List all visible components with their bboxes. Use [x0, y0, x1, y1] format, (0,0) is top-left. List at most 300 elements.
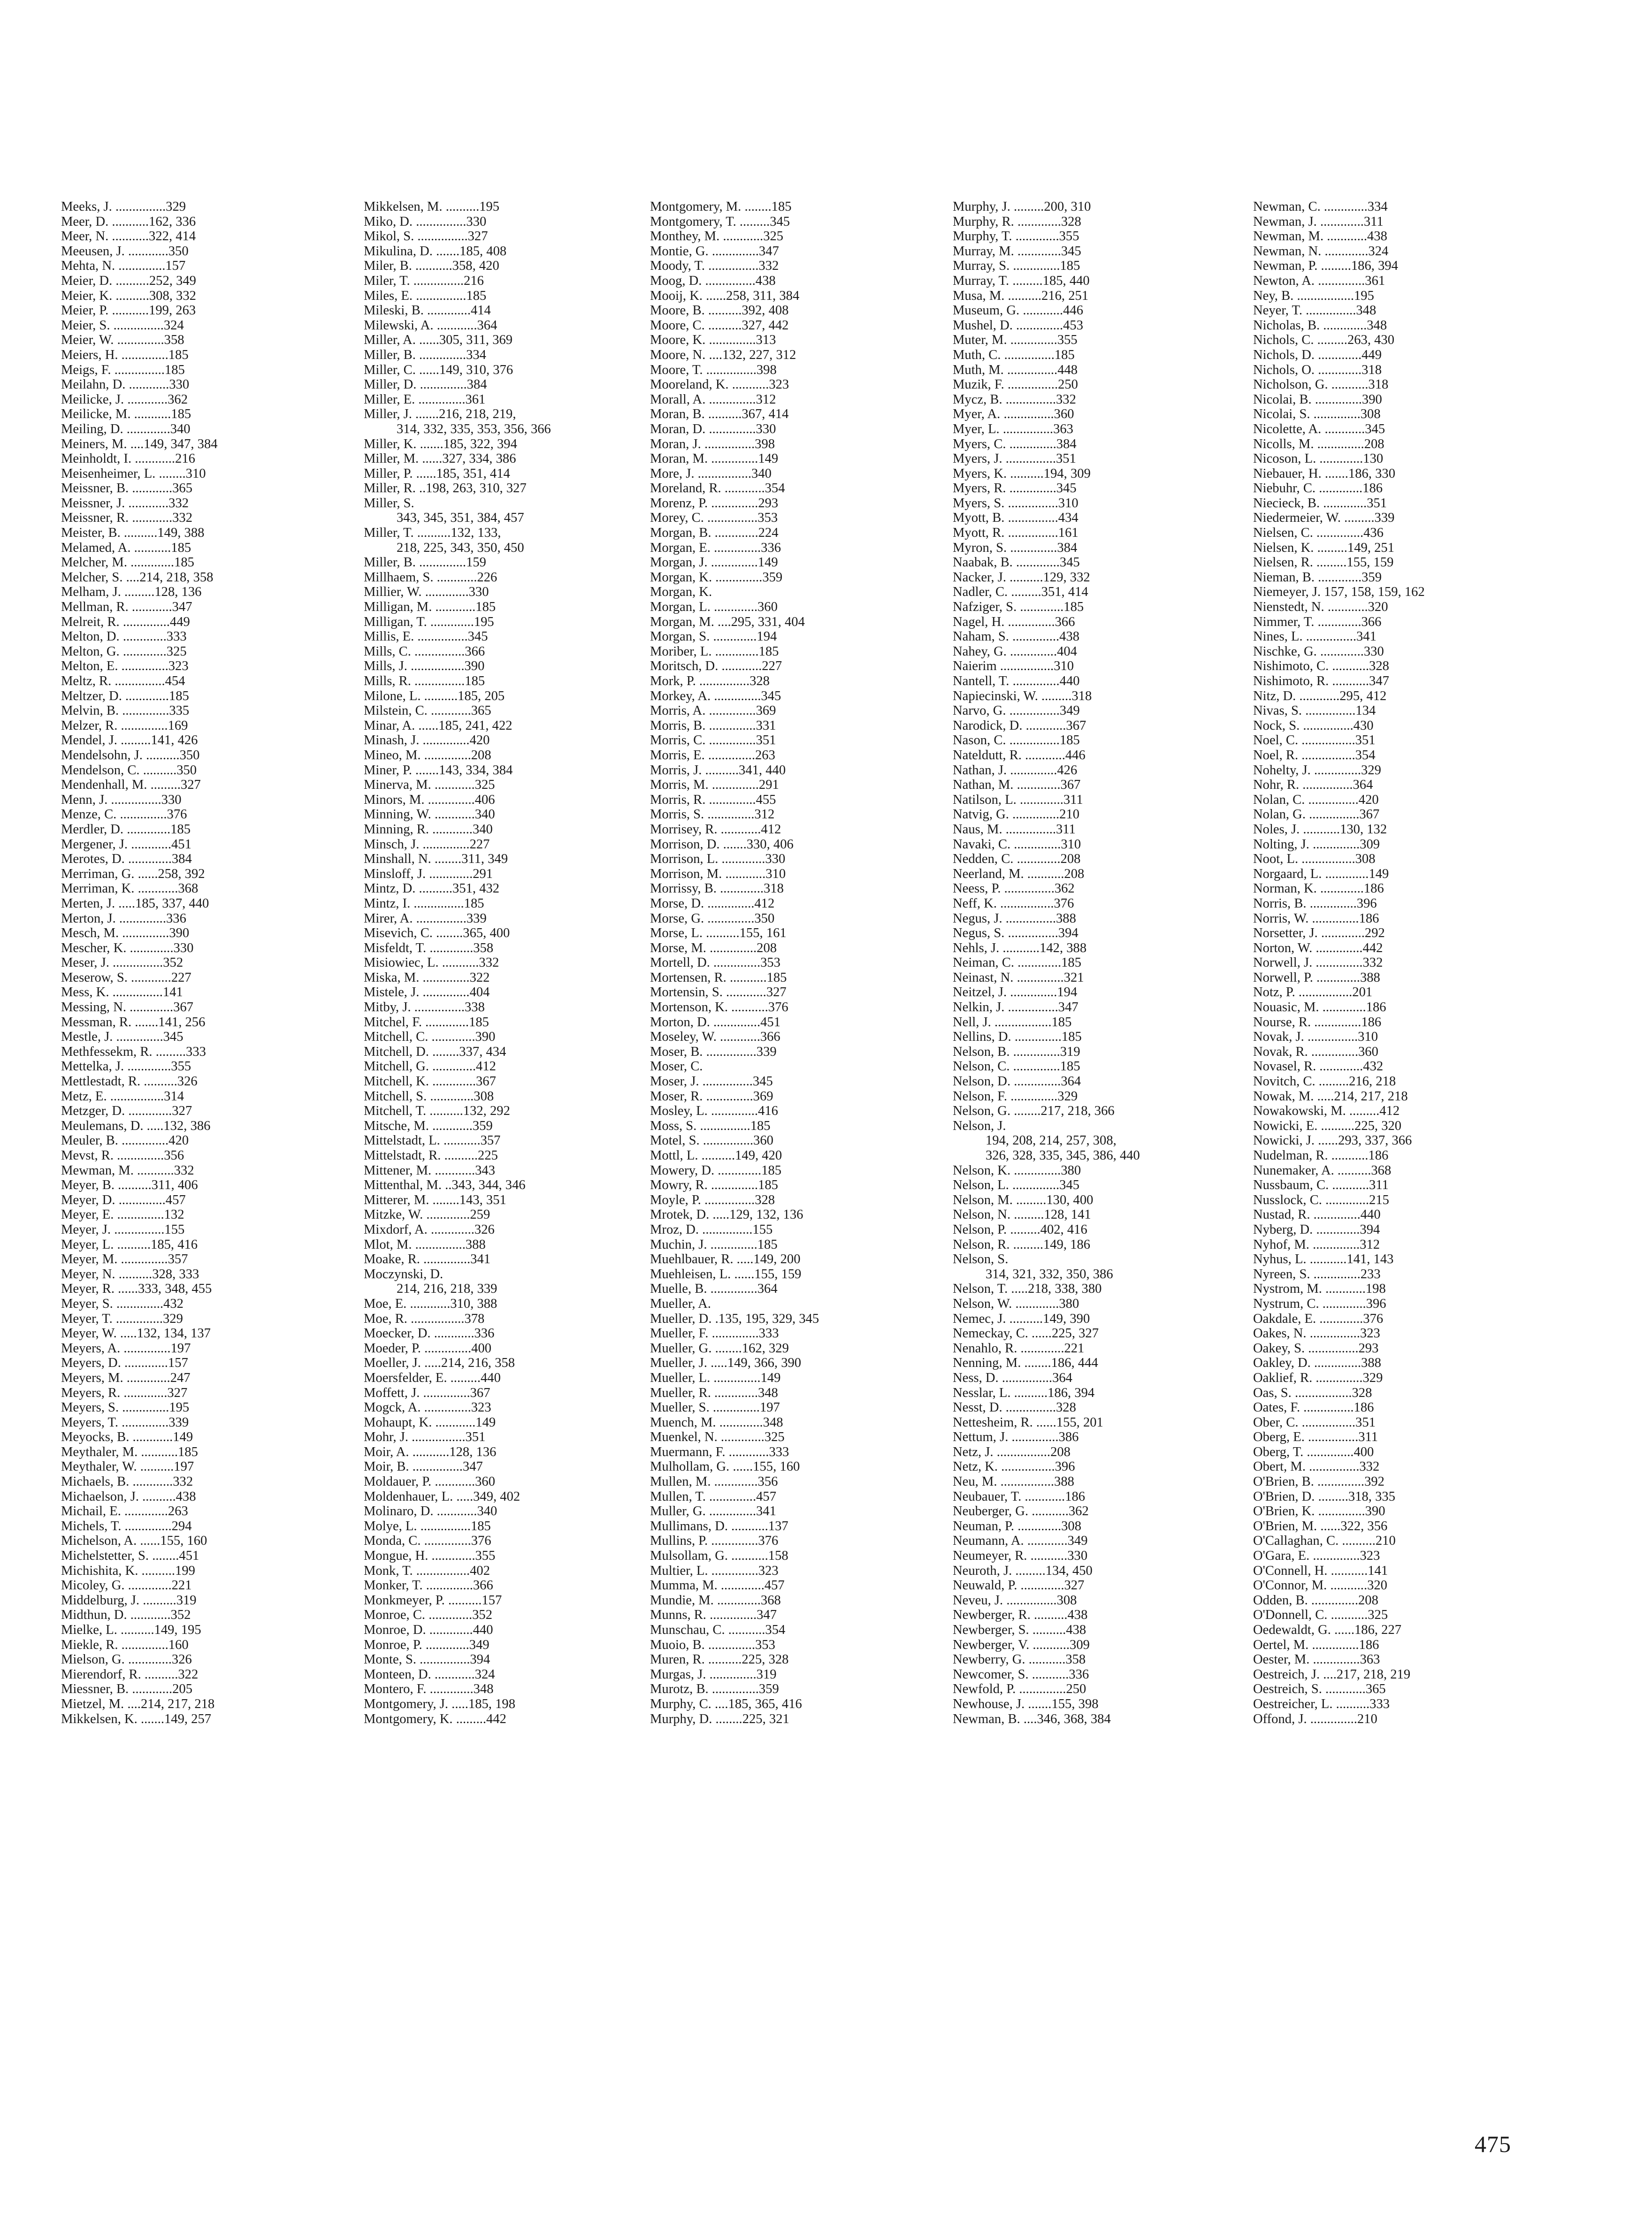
index-entry: Mohaupt, K. ............149: [364, 1415, 496, 1430]
index-entry: Morgan, M. ....295, 331, 404: [650, 614, 805, 629]
index-entry: Montie, G. ..............347: [650, 244, 779, 259]
index-entry: Mushel, D. ..............453: [953, 318, 1083, 333]
index-entry: Minash, J. ..............420: [364, 733, 490, 748]
index-entry: Merten, J. .....185, 337, 440: [61, 896, 209, 911]
index-entry: Neveu, J. ...............308: [953, 1593, 1077, 1608]
index-entry: Moir, B. ...............347: [364, 1459, 483, 1474]
index-entry: Miller, T. ..........132, 133,: [364, 526, 501, 541]
index-entry: Novitch, C. .........216, 218: [1253, 1074, 1396, 1089]
index-entry: Naus, M. ...............311: [953, 822, 1076, 837]
index-entry: Monteen, D. ............324: [364, 1667, 495, 1682]
index-entry: Michaels, B. ............332: [61, 1474, 193, 1489]
index-entry: Noel, C. ................351: [1253, 733, 1376, 748]
index-entry: Mergener, J. ............451: [61, 837, 191, 852]
index-entry: Mesch, M. ..............390: [61, 926, 190, 941]
index-entry: Mooij, K. ......258, 311, 384: [650, 288, 800, 303]
index-entry: O'Brien, D. .........318, 335: [1253, 1489, 1395, 1504]
index-entry: Nelson, N. .........128, 141: [953, 1207, 1091, 1222]
index-entry: Meyers, A. ..............197: [61, 1341, 191, 1356]
index-entry: Nesslar, L. ..........186, 394: [953, 1385, 1095, 1400]
index-entry: Nathan, M. .............367: [953, 778, 1081, 793]
index-entry: Mundie, M. .............368: [650, 1593, 781, 1608]
index-entry: O'Connor, M. ...........320: [1253, 1578, 1387, 1593]
index-entry: Meer, D. ...........162, 336: [61, 214, 196, 229]
index-entry: Mumma, M. .............457: [650, 1578, 785, 1593]
index-entry: Mueller, S. ..............197: [650, 1400, 780, 1415]
index-entry: Merriman, G. ......258, 392: [61, 866, 205, 881]
index-entry: Nichols, O. .............318: [1253, 362, 1382, 377]
index-entry: Obert, M. ...............332: [1253, 1459, 1380, 1474]
index-entry: Myers, C. ..............384: [953, 436, 1077, 451]
index-entry: 314, 321, 332, 350, 386: [986, 1267, 1113, 1282]
index-entry: Nusslock, C. .............215: [1253, 1192, 1389, 1207]
index-entry: Newman, N. .............324: [1253, 244, 1389, 259]
index-entry: Newcomer, S. ...........336: [953, 1667, 1089, 1682]
index-entry: Mycz, B. ...............332: [953, 392, 1076, 407]
index-entry: Norgaard, L. .............149: [1253, 866, 1389, 881]
index-entry: Moore, T. ...............398: [650, 362, 777, 377]
index-entry: Meer, N. ...........322, 414: [61, 229, 196, 244]
index-entry: Melzer, R. ..............169: [61, 718, 188, 733]
index-entry: Neuroth, J. .........134, 450: [953, 1563, 1093, 1578]
index-entry: Newton, A. ..............361: [1253, 273, 1385, 288]
index-entry: Meier, P. ...........199, 263: [61, 303, 196, 318]
index-column-3: [650, 199, 918, 1726]
index-entry: Negus, S. ...............394: [953, 926, 1078, 941]
index-entry: Metzger, D. .............327: [61, 1104, 192, 1119]
index-entry: Moran, B. ..........367, 414: [650, 407, 789, 422]
index-entry: Nichols, C. .........263, 430: [1253, 333, 1395, 348]
index-column-2: [364, 199, 631, 1726]
index-entry: Misfeldt, T. .............358: [364, 940, 494, 955]
index-entry: Muzik, F. ...............250: [953, 377, 1078, 392]
index-entry: Miles, E. ...............185: [364, 288, 487, 303]
index-entry: Montgomery, T. .........345: [650, 214, 790, 229]
index-entry: Morse, L. ..........155, 161: [650, 926, 787, 941]
index-entry: Nelson, T. .....218, 338, 380: [953, 1282, 1102, 1297]
index-entry: Michaelson, J. ..........438: [61, 1489, 196, 1504]
index-entry: Melton, D. .............333: [61, 629, 187, 644]
index-entry: Nicolette, A. ............345: [1253, 421, 1385, 436]
index-entry: Nines, L. ...............341: [1253, 629, 1377, 644]
index-entry: Meltz, R. ...............454: [61, 674, 185, 688]
index-entry: Moran, D. ..............330: [650, 421, 776, 436]
index-entry: Muth, C. ...............185: [953, 347, 1075, 362]
index-entry: Meyer, R. ......333, 348, 455: [61, 1282, 212, 1297]
index-entry: Negus, J. ...............388: [953, 911, 1076, 926]
index-entry: Meyer, S. ..............432: [61, 1296, 184, 1311]
index-entry: Michail, E. .............263: [61, 1504, 188, 1519]
index-entry: Mellman, R. ............347: [61, 600, 192, 615]
index-entry: Murphy, D. ........225, 321: [650, 1711, 789, 1726]
index-entry: Nelson, D. ..............364: [953, 1074, 1081, 1089]
index-entry: Murgas, J. ..............319: [650, 1667, 777, 1682]
index-entry: Monthey, M. ............325: [650, 229, 784, 244]
index-entry: Norris, B. ..............396: [1253, 896, 1377, 911]
index-entry: Melvin, B. ..............335: [61, 703, 190, 718]
index-entry: 214, 216, 218, 339: [397, 1282, 497, 1297]
index-entry: Meyers, T. ..............339: [61, 1415, 189, 1430]
index-entry: Naierim ................310: [953, 659, 1074, 674]
index-entry: Miller, B. ..............334: [364, 347, 486, 362]
index-entry: Millis, E. ...............345: [364, 629, 488, 644]
index-entry: Minning, R. ............340: [364, 822, 493, 837]
index-entry: Myott, B. ...............434: [953, 511, 1078, 526]
index-entry: Melcher, S. ....214, 218, 358: [61, 570, 214, 585]
index-entry: Morkey, A. ..............345: [650, 688, 781, 703]
index-entry: Newman, M. ............438: [1253, 229, 1387, 244]
index-entry: Oakley, D. ..............388: [1253, 1356, 1381, 1371]
index-entry: Muenkel, N. .............325: [650, 1430, 785, 1445]
index-entry: Nathan, J. ..............426: [953, 763, 1078, 778]
index-entry: Naham, S. ..............438: [953, 629, 1080, 644]
index-column-4: [953, 199, 1220, 1726]
index-entry: Nafziger, S. .............185: [953, 600, 1084, 615]
index-entry: Meiers, H. ..............185: [61, 347, 189, 362]
index-entry: Nunemaker, A. ..........368: [1253, 1163, 1392, 1178]
index-entry: Metz, E. ................314: [61, 1089, 184, 1104]
index-entry: Oakes, N. ...............323: [1253, 1326, 1380, 1341]
index-entry: Nielsen, R. .........155, 159: [1253, 555, 1394, 570]
index-entry: Newberry, G. ...........358: [953, 1652, 1086, 1667]
index-entry: Morton, D. ..............451: [650, 1015, 780, 1030]
index-entry: Myers, K. ..........194, 309: [953, 466, 1091, 481]
index-entry: Nantell, T. ..............440: [953, 674, 1080, 688]
index-entry: Misevich, C. ........365, 400: [364, 926, 510, 941]
index-entry: Noel, R. ................354: [1253, 748, 1376, 763]
index-entry: Ney, B. .................195: [1253, 288, 1374, 303]
index-entry: Morgan, J. ..............149: [650, 555, 778, 570]
index-entry: Musa, M. ..........216, 251: [953, 288, 1089, 303]
index-entry: Morrison, D. .......330, 406: [650, 837, 794, 852]
index-entry: Nateldutt, R. ............446: [953, 748, 1086, 763]
index-entry: Morgan, E. ..............336: [650, 540, 781, 555]
index-entry: Moran, J. ...............398: [650, 436, 775, 451]
index-entry: Niemeyer, J. 157, 158, 159, 162: [1253, 585, 1425, 600]
index-entry: Oestreich, J. ....217, 218, 219: [1253, 1667, 1411, 1682]
index-entry: Mooreland, K. ...........323: [650, 377, 789, 392]
index-entry: Moser, B. ...............339: [650, 1044, 777, 1059]
index-entry: Meister, B. ..........149, 388: [61, 526, 205, 541]
index-entry: Nicolai, B. ..............390: [1253, 392, 1382, 407]
index-entry: Mosley, L. ..............416: [650, 1104, 778, 1119]
index-entry: Mongue, H. .............355: [364, 1549, 496, 1564]
index-entry: Nowicki, E. ..........225, 320: [1253, 1118, 1402, 1133]
index-entry: Mitby, J. ...............338: [364, 1000, 485, 1015]
index-entry: Meiling, D. .............340: [61, 421, 191, 436]
index-entry: Monte, S. ...............394: [364, 1652, 490, 1667]
index-entry: Neinast, N. ..............321: [953, 970, 1084, 985]
index-entry: Oaklief, R. ..............329: [1253, 1370, 1383, 1385]
index-entry: Nicholson, G. ...........318: [1253, 377, 1389, 392]
index-entry: Meier, S. ...............324: [61, 318, 184, 333]
index-entry: Myer, L. ...............363: [953, 421, 1073, 436]
index-entry: Montgomery, J. .....185, 198: [364, 1696, 515, 1711]
index-entry: Milewski, A. ............364: [364, 318, 497, 333]
index-entry: Mowery, D. .............185: [650, 1163, 782, 1178]
index-entry: Murray, T. .........185, 440: [953, 273, 1090, 288]
index-entry: Oas, S. .................328: [1253, 1385, 1372, 1400]
index-entry: Moyle, P. ...............328: [650, 1192, 775, 1207]
index-entry: Morrisey, R. ............412: [650, 822, 781, 837]
index-entry: Mueller, G. ........162, 329: [650, 1341, 789, 1356]
index-entry: Muren, R. ..........225, 328: [650, 1652, 789, 1667]
index-entry: Newfold, P. ..............250: [953, 1682, 1086, 1697]
index-entry: 326, 328, 335, 345, 386, 440: [986, 1148, 1140, 1163]
index-entry: Mueller, A.: [650, 1296, 711, 1311]
index-entry: Mendenhall, M. .........327: [61, 778, 201, 793]
index-entry: Miessner, B. ............205: [61, 1682, 193, 1697]
index-entry: Nelson, K. ..............380: [953, 1163, 1081, 1178]
index-entry: Morris, A. ..............369: [650, 703, 776, 718]
index-entry: Meyer, J. ...............155: [61, 1222, 185, 1237]
index-entry: Merdler, D. .............185: [61, 822, 191, 837]
index-entry: Morris, R. ..............455: [650, 792, 776, 807]
index-entry: Miller, A. ......305, 311, 369: [364, 333, 513, 348]
index-entry: Messman, R. .......141, 256: [61, 1015, 206, 1030]
index-entry: Norsetter, J. .............292: [1253, 926, 1385, 941]
index-entry: Nemec, J. ..........149, 390: [953, 1311, 1090, 1326]
index-entry: Merotes, D. .............384: [61, 852, 192, 867]
index-entry: Natvig, G. ..............210: [953, 807, 1080, 822]
index-entry: Nystrum, C. .............396: [1253, 1296, 1386, 1311]
index-entry: Morgan, K. ..............359: [650, 570, 783, 585]
index-entry: Nell, J. .................185: [953, 1015, 1072, 1030]
index-entry: Mueller, J. .....149, 366, 390: [650, 1356, 802, 1371]
index-entry: Miler, T. ...............216: [364, 273, 484, 288]
index-entry: Moore, K. ..............313: [650, 333, 776, 348]
index-entry: Mikol, S. ...............327: [364, 229, 488, 244]
index-entry: Morgan, K.: [650, 585, 712, 600]
index-entry: Michelstetter, S. ........451: [61, 1549, 199, 1564]
index-entry: Murphy, R. .............328: [953, 214, 1081, 229]
index-entry: Mullins, P. ..............376: [650, 1534, 779, 1549]
index-entry: Oertel, M. ..............186: [1253, 1637, 1379, 1652]
index-entry: Meyer, B. ..........311, 406: [61, 1178, 198, 1193]
index-entry: Morris, C. ..............351: [650, 733, 776, 748]
index-entry: Millhaem, S. ............226: [364, 570, 497, 585]
index-entry: Mikkelsen, K. .......149, 257: [61, 1711, 212, 1726]
index-entry: Murphy, J. .........200, 310: [953, 199, 1091, 214]
index-entry: Nielsen, K. .........149, 251: [1253, 540, 1395, 555]
index-entry: Myott, R. ...............161: [953, 526, 1078, 541]
index-entry: Moeller, J. .....214, 216, 358: [364, 1356, 515, 1371]
index-entry: Moe, R. ................378: [364, 1311, 485, 1326]
index-entry: Morgan, S. .............194: [650, 629, 777, 644]
index-entry: Norris, W. ..............186: [1253, 911, 1379, 926]
index-column-5: [1253, 199, 1521, 1726]
index-entry: Menn, J. ...............330: [61, 792, 182, 807]
index-entry: Mortensin, S. ............327: [650, 985, 787, 1000]
index-entry: Meier, D. ..........252, 349: [61, 273, 196, 288]
index-entry: Meilicke, M. ...........185: [61, 407, 191, 422]
index-entry: Nemeckay, C. ......225, 327: [953, 1326, 1099, 1341]
index-entry: Meissner, B. ............365: [61, 481, 193, 496]
index-entry: Morse, M. ..............208: [650, 940, 777, 955]
index-entry: Morall, A. ..............312: [650, 392, 776, 407]
index-entry: Mortensen, R. ...........185: [650, 970, 787, 985]
index-entry: Montero, F. .............348: [364, 1682, 494, 1697]
index-entry: Monker, T. ..............366: [364, 1578, 493, 1593]
index-entry: Ober, C. ................351: [1253, 1415, 1376, 1430]
index-entry: Moczynski, D.: [364, 1267, 444, 1282]
index-entry: Oakey, S. ...............293: [1253, 1341, 1379, 1356]
index-entry: Mevst, R. ..............356: [61, 1148, 184, 1163]
index-entry: Miller, J. .......216, 218, 219,: [364, 407, 516, 422]
index-entry: Meeks, J. ...............329: [61, 199, 186, 214]
index-entry: O'Callaghan, C. ..........210: [1253, 1534, 1396, 1549]
index-entry: Nieman, B. .............359: [1253, 570, 1382, 585]
index-entry: Methfessekm, R. .........333: [61, 1044, 206, 1059]
index-entry: Morrison, M. ............310: [650, 866, 786, 881]
index-entry: Mirer, A. ...............339: [364, 911, 487, 926]
index-entry: Messing, N. .............367: [61, 1000, 193, 1015]
index-entry: Monk, T. ................402: [364, 1563, 490, 1578]
index-entry: Meilicke, J. ............362: [61, 392, 188, 407]
index-entry: Mendelsohn, J. ..........350: [61, 748, 200, 763]
index-entry: Moffett, J. ..............367: [364, 1385, 490, 1400]
index-entry: Nischke, G. .............330: [1253, 644, 1384, 659]
index-entry: Milligan, T. .............195: [364, 614, 494, 629]
index-entry: Mitzke, W. .............259: [364, 1207, 490, 1222]
index-entry: Meeusen, J. ............350: [61, 244, 189, 259]
index-entry: Mills, J. ................390: [364, 659, 485, 674]
index-entry: Minar, A. ......185, 241, 422: [364, 718, 512, 733]
index-entry: Nishimoto, C. ...........328: [1253, 659, 1389, 674]
index-entry: Moreland, R. ............354: [650, 481, 785, 496]
index-entry: 194, 208, 214, 257, 308,: [986, 1133, 1117, 1148]
index-entry: Moser, J. ...............345: [650, 1074, 773, 1089]
index-entry: Navaki, C. ..............310: [953, 837, 1081, 852]
index-entry: Ness, D. ...............364: [953, 1370, 1072, 1385]
index-entry: Neess, P. ...............362: [953, 881, 1075, 896]
index-entry: Mikulina, D. .......185, 408: [364, 244, 507, 259]
index-entry: Nettum, J. ..............386: [953, 1430, 1079, 1445]
index-entry: Mulhollam, G. ......155, 160: [650, 1459, 800, 1474]
index-entry: Miller, B. ..............159: [364, 555, 486, 570]
index-entry: O'Connell, H. ...........141: [1253, 1563, 1388, 1578]
index-entry: Moritsch, D. ............227: [650, 659, 782, 674]
index-entry: Nolting, J. ..............309: [1253, 837, 1380, 852]
index-entry: Niebauer, H. .......186, 330: [1253, 466, 1395, 481]
index-entry: Milone, L. ..........185, 205: [364, 688, 505, 703]
index-entry: Mork, P. ...............328: [650, 674, 770, 688]
index-entry: Meserow, S. ............227: [61, 970, 191, 985]
index-entry: Miller, R. ..198, 263, 310, 327: [364, 481, 527, 496]
index-entry: Melreit, R. ..............449: [61, 614, 190, 629]
index-entry: Muehleisen, L. ......155, 159: [650, 1267, 802, 1282]
page-number: 475: [1475, 2131, 1511, 2157]
index-entry: Mistele, J. ..............404: [364, 985, 490, 1000]
index-entry: Murphy, C. ....185, 365, 416: [650, 1696, 802, 1711]
index-entry: Moore, B. ..........392, 408: [650, 303, 789, 318]
index-entry: Melham, J. .........128, 136: [61, 585, 202, 600]
index-entry: More, J. ................340: [650, 466, 772, 481]
index-entry: Morris, B. ..............331: [650, 718, 776, 733]
index-entry: Mixdorf, A. .............326: [364, 1222, 495, 1237]
index-entry: Noot, L. ................308: [1253, 852, 1376, 867]
index-entry: Neyer, T. ...............348: [1253, 303, 1377, 318]
index-entry: Nowakowski, M. .........412: [1253, 1104, 1400, 1119]
index-entry: Nelkin, J. ...............347: [953, 1000, 1078, 1015]
index-entry: Nelson, M. .........130, 400: [953, 1192, 1094, 1207]
index-entry: Neumann, A. ............349: [953, 1534, 1088, 1549]
index-entry: Mueller, L. ..............149: [650, 1370, 781, 1385]
index-entry: Miller, K. .......185, 322, 394: [364, 436, 517, 451]
index-entry: Meyer, D. ..............457: [61, 1192, 186, 1207]
index-entry: Mescher, K. .............330: [61, 940, 194, 955]
index-entry: Mowry, R. ..............185: [650, 1178, 778, 1193]
index-entry: Moore, N. ....132, 227, 312: [650, 347, 796, 362]
index-entry: Mierendorf, R. ..........322: [61, 1667, 199, 1682]
index-entry: Mineo, M. ..............208: [364, 748, 491, 763]
index-entry: Moore, C. ..........327, 442: [650, 318, 789, 333]
index-entry: Muermann, F. ............333: [650, 1444, 789, 1459]
index-entry: Nadler, C. .........351, 414: [953, 585, 1088, 600]
index-entry: 343, 345, 351, 384, 457: [397, 511, 524, 526]
index-entry: Mendelson, C. ..........350: [61, 763, 197, 778]
index-entry: Nenahlo, R. .............221: [953, 1341, 1085, 1356]
index-entry: Murray, M. .............345: [953, 244, 1081, 259]
index-entry: Nelson, C. ..............185: [953, 1059, 1080, 1074]
index-entry: Novak, R. ..............360: [1253, 1044, 1378, 1059]
index-entry: Mitchell, S. .............308: [364, 1089, 494, 1104]
index-entry: Morris, E. ..............263: [650, 748, 775, 763]
index-entry: Mitchell, C. .............390: [364, 1030, 496, 1045]
index-entry: Mottl, L. ..........149, 420: [650, 1148, 782, 1163]
index-entry: 314, 332, 335, 353, 356, 366: [397, 421, 551, 436]
index-entry: Minshall, N. ........311, 349: [364, 852, 508, 867]
index-entry: Moake, R. ..............341: [364, 1252, 491, 1267]
index-entry: Nystrom, M. ............198: [1253, 1282, 1386, 1297]
index-entry: Newman, P. .........186, 394: [1253, 259, 1398, 274]
index-entry: Nelson, W. .............380: [953, 1296, 1079, 1311]
index-entry: Millier, W. .............330: [364, 585, 489, 600]
index-entry: Nohelty, J. ..............329: [1253, 763, 1381, 778]
index-entry: Nolan, C. ...............420: [1253, 792, 1379, 807]
index-entry: Meyer, L. ..........185, 416: [61, 1237, 198, 1252]
index-entry: Mortell, D. ..............353: [650, 955, 780, 970]
index-entry: Mitsche, M. ............359: [364, 1118, 493, 1133]
index-entry: Narodick, D. ............367: [953, 718, 1086, 733]
index-entry: Muelle, B. ..............364: [650, 1282, 778, 1297]
index-entry: Museum, G. ............446: [953, 303, 1083, 318]
index-entry: Norwell, J. ..............332: [1253, 955, 1383, 970]
index-entry: Newberger, S. ..........438: [953, 1623, 1086, 1637]
index-entry: Mullimans, D. ...........137: [650, 1518, 788, 1534]
index-entry: Meyer, T. ..............329: [61, 1311, 183, 1326]
index-entry: Nielsen, C. ..............436: [1253, 526, 1384, 541]
index-entry: Mogck, A. ..............323: [364, 1400, 491, 1415]
index-entry: Merriman, K. ............368: [61, 881, 199, 896]
index-entry: Napiecinski, W. .........318: [953, 688, 1092, 703]
index-entry: Newberger, V. ...........309: [953, 1637, 1090, 1652]
index-entry: Nellins, D. ..............185: [953, 1030, 1082, 1045]
index-entry: Morey, C. ...............353: [650, 511, 778, 526]
index-entry: Meyocks, B. ............149: [61, 1430, 193, 1445]
index-entry: Miner, P. .......143, 334, 384: [364, 763, 513, 778]
index-entry: Moran, M. ..............149: [650, 451, 779, 466]
index-entry: Oates, F. ...............186: [1253, 1400, 1374, 1415]
index-entry: Meyers, R. .............327: [61, 1385, 188, 1400]
index-entry: Meythaler, M. ...........185: [61, 1444, 198, 1459]
index-entry: Nicoson, L. .............130: [1253, 451, 1384, 466]
index-entry: Mitchell, D. ........337, 434: [364, 1044, 506, 1059]
index-entry: Micoley, G. .............221: [61, 1578, 192, 1593]
index-entry: Morrison, L. .............330: [650, 852, 786, 867]
index-entry: Mills, C. ...............366: [364, 644, 485, 659]
index-entry: Midthun, D. ............352: [61, 1608, 191, 1623]
